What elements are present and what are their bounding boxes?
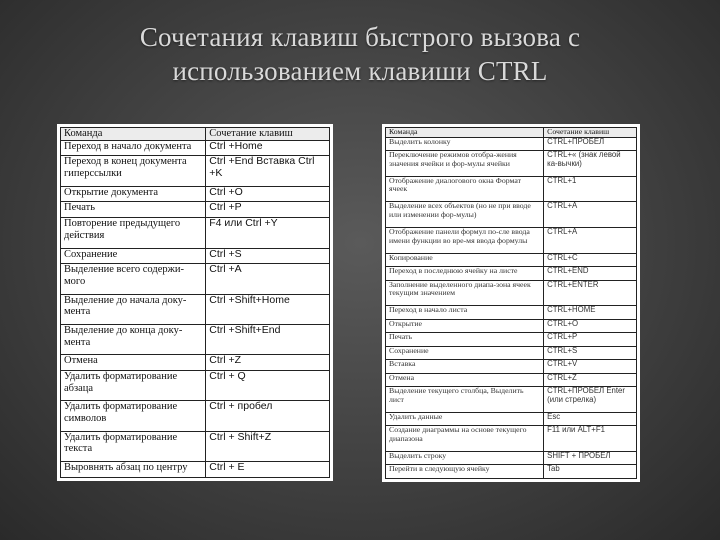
slide-title: Сочетания клавиш быстрого вызова с использованием клавиши CTRL — [139, 22, 581, 86]
shortcut-cell: Ctrl +Shift+End — [206, 325, 330, 355]
command-cell: Печать — [386, 333, 544, 347]
command-cell: Выделение до конца доку-мента — [61, 325, 206, 355]
column-header-command: Команда — [386, 128, 544, 138]
shortcut-cell: Tab — [544, 465, 637, 479]
command-cell: Переход в последнюю ячейку на листе — [386, 267, 544, 281]
command-cell: Отображение диалогового окна Формат ячеек — [386, 176, 544, 202]
table-row — [386, 306, 637, 320]
table-row — [386, 412, 637, 426]
table-row — [386, 137, 637, 151]
table-row — [386, 202, 637, 228]
column-header-shortcut: Сочетание клавиш — [544, 128, 637, 138]
shortcut-cell: CTRL+O — [544, 319, 637, 333]
command-cell: Открытие документа — [61, 186, 206, 202]
shortcut-cell: CTRL+C — [544, 253, 637, 267]
command-cell: Выделить строку — [386, 451, 544, 465]
command-cell: Удалить форматирование символов — [61, 401, 206, 431]
word-shortcuts-table-panel — [57, 124, 333, 481]
shortcut-cell: CTRL+HOME — [544, 306, 637, 320]
shortcut-cell: Ctrl +S — [206, 248, 330, 264]
shortcut-cell: Ctrl +Shift+Home — [206, 294, 330, 324]
table-header-row — [61, 128, 330, 141]
excel-shortcuts-table-panel — [382, 124, 640, 482]
table-row — [386, 465, 637, 479]
command-cell: Выделение всех объектов (но не при вводе или изменении фор-мулы) — [386, 202, 544, 228]
shortcut-cell: CTRL+P — [544, 333, 637, 347]
shortcut-cell: CTRL+A — [544, 227, 637, 253]
shortcut-cell: CTRL+Z — [544, 373, 637, 387]
shortcut-cell: CTRL+« (знак левой ка-вычки) — [544, 151, 637, 177]
shortcut-cell: Ctrl + Q — [206, 371, 330, 401]
table-row — [386, 360, 637, 374]
table-row — [61, 156, 330, 186]
command-cell: Выделение всего содержи-мого — [61, 264, 206, 294]
table-row — [386, 176, 637, 202]
shortcut-cell: SHIFT + ПРОБЕЛ — [544, 451, 637, 465]
word-shortcuts-table — [60, 127, 330, 478]
shortcut-cell: Ctrl +O — [206, 186, 330, 202]
shortcut-cell: CTRL+A — [544, 202, 637, 228]
excel-shortcuts-table — [385, 127, 637, 479]
table-row — [61, 431, 330, 461]
table-row — [61, 294, 330, 324]
shortcut-cell: Ctrl +A — [206, 264, 330, 294]
table-row — [61, 264, 330, 294]
shortcut-cell: F11 или ALT+F1 — [544, 426, 637, 452]
table-header-row — [386, 128, 637, 138]
shortcut-cell: CTRL+S — [544, 346, 637, 360]
table-row — [61, 325, 330, 355]
shortcut-cell: Ctrl +End Вставка Ctrl +K — [206, 156, 330, 186]
table-row — [386, 426, 637, 452]
table-row — [386, 333, 637, 347]
table-row — [386, 319, 637, 333]
table-row — [386, 346, 637, 360]
command-cell: Заполнение выделенного диапа-зона ячеек текущим значением — [386, 280, 544, 306]
shortcut-cell: Ctrl + пробел — [206, 401, 330, 431]
table-row — [61, 140, 330, 156]
table-row — [386, 267, 637, 281]
table-row — [386, 451, 637, 465]
command-cell: Сохранение — [386, 346, 544, 360]
table-row — [386, 280, 637, 306]
command-cell: Отображение панели формул по-сле ввода имени функции во вре-мя ввода формулы — [386, 227, 544, 253]
column-header-shortcut: Сочетание клавиш — [206, 128, 330, 141]
table-row — [61, 462, 330, 478]
command-cell: Удалить форматирование абзаца — [61, 371, 206, 401]
command-cell: Выделение до начала доку-мента — [61, 294, 206, 324]
shortcut-cell: F4 или Ctrl +Y — [206, 218, 330, 248]
table-row — [61, 371, 330, 401]
command-cell: Удалить данные — [386, 412, 544, 426]
shortcut-cell: CTRL+ENTER — [544, 280, 637, 306]
table-row — [61, 218, 330, 248]
shortcut-cell: Esc — [544, 412, 637, 426]
command-cell: Отмена — [386, 373, 544, 387]
table-row — [386, 227, 637, 253]
table-row — [61, 401, 330, 431]
table-row — [386, 387, 637, 413]
command-cell: Выделение текущего столбца, Выделить лист — [386, 387, 544, 413]
table-row — [386, 151, 637, 177]
command-cell: Перейти в следующую ячейку — [386, 465, 544, 479]
command-cell: Переход в начало листа — [386, 306, 544, 320]
command-cell: Вставка — [386, 360, 544, 374]
shortcut-cell: CTRL+END — [544, 267, 637, 281]
command-cell: Выровнять абзац по центру — [61, 462, 206, 478]
column-header-command: Команда — [61, 128, 206, 141]
shortcut-cell: Ctrl +P — [206, 202, 330, 218]
command-cell: Переход в начало документа — [61, 140, 206, 156]
command-cell: Переход в конец документа гиперссылки — [61, 156, 206, 186]
table-row — [61, 355, 330, 371]
shortcut-cell: CTRL+1 — [544, 176, 637, 202]
command-cell: Создание диаграммы на основе текущего диапазона — [386, 426, 544, 452]
command-cell: Печать — [61, 202, 206, 218]
command-cell: Выделить колонку — [386, 137, 544, 151]
shortcut-cell: Ctrl + Shift+Z — [206, 431, 330, 461]
table-row — [61, 202, 330, 218]
command-cell: Переключение режимов отобра-жения значения ячейки и фор-мулы ячейки — [386, 151, 544, 177]
table-row — [61, 248, 330, 264]
shortcut-cell: CTRL+ПРОБЕЛ — [544, 137, 637, 151]
command-cell: Открытие — [386, 319, 544, 333]
shortcut-cell: Ctrl + E — [206, 462, 330, 478]
table-row — [61, 186, 330, 202]
shortcut-cell: Ctrl +Home — [206, 140, 330, 156]
table-row — [386, 253, 637, 267]
shortcut-cell: CTRL+ПРОБЕЛ Enter (или стрелка) — [544, 387, 637, 413]
command-cell: Сохранение — [61, 248, 206, 264]
table-row — [386, 373, 637, 387]
shortcut-cell: Ctrl +Z — [206, 355, 330, 371]
command-cell: Повторение предыдущего действия — [61, 218, 206, 248]
command-cell: Удалить форматирование текста — [61, 431, 206, 461]
command-cell: Копирование — [386, 253, 544, 267]
shortcut-cell: CTRL+V — [544, 360, 637, 374]
command-cell: Отмена — [61, 355, 206, 371]
